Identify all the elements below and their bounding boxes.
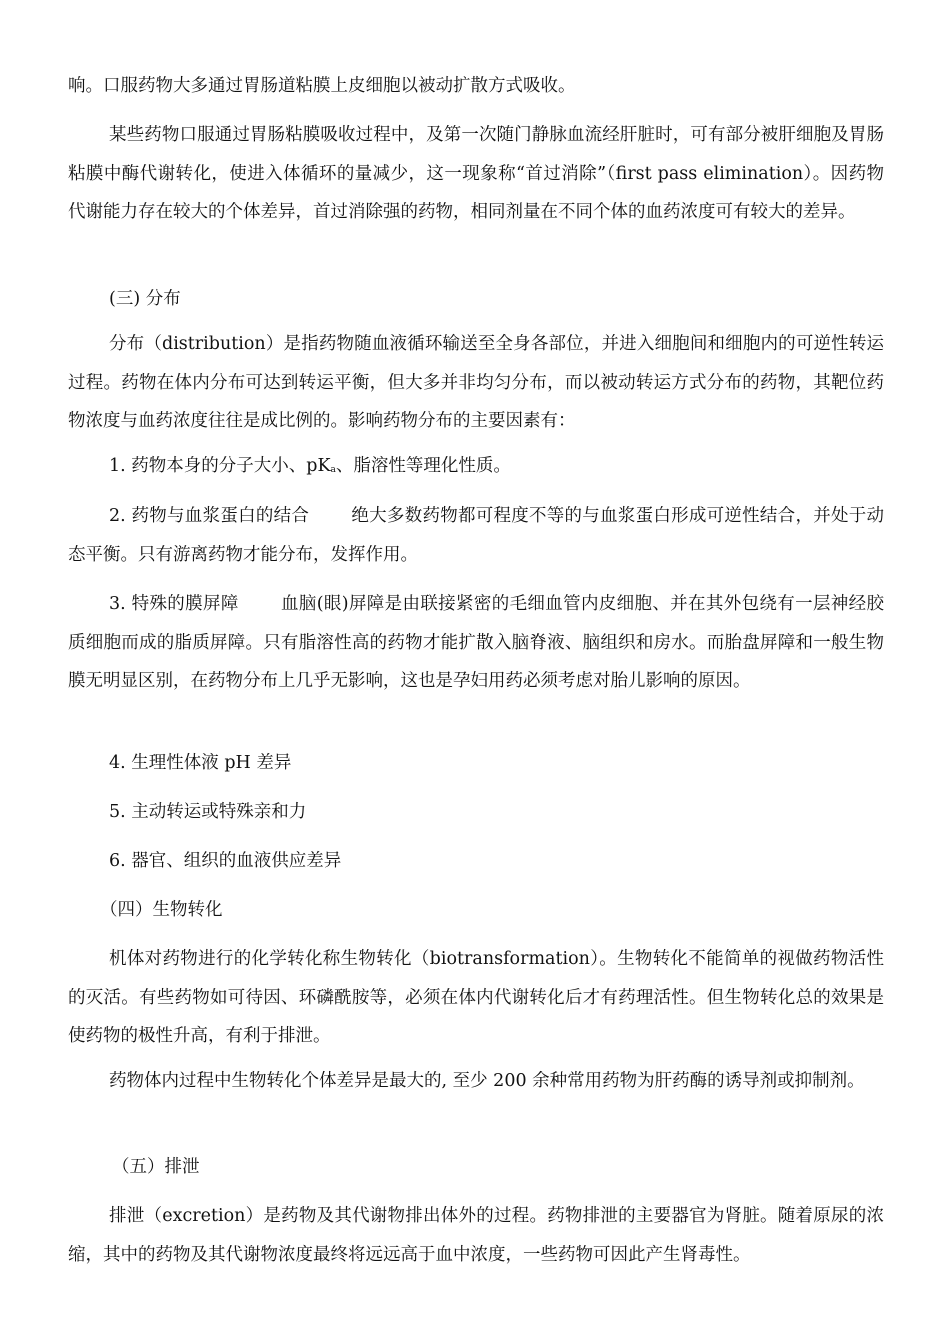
- paragraph-biotransformation: 机体对药物进行的化学转化称生物转化（biotransformation）。生物转化不能简单的视做药物活性的灭活。有些药物如可待因、环磷酰胺等，必须在体内代谢转化后才有药理活性。但生物转化总的效果是使药物的极性升高，有利于排泄。: [68, 949, 884, 1046]
- list-item-1-text: 1. 药物本身的分子大小、pK: [109, 456, 331, 476]
- section-heading-distribution: (三) 分布: [109, 289, 181, 309]
- list-item-3: [68, 585, 884, 701]
- paragraph-first-pass: 某些药物口服通过胃肠粘膜吸收过程中，及第一次随门静脉血流经肝脏时，可有部分被肝细胞及胃肠粘膜中酶代谢转化，使进入体循环的量减少，这一现象称“首过消除”（first pass elimination）。因药物代谢能力存在较大的个体差异，首过消除强的药物，相同剂量在不同个体的血药浓度可有较大的差异。: [68, 125, 884, 222]
- paragraph-individual-difference: 药物体内过程中生物转化个体差异是最大的, 至少 200 余种常用药物为肝药酶的诱导剂或抑制剂。: [109, 1071, 865, 1091]
- paragraph-distribution: 分布（distribution）是指药物随血液循环输送至全身各部位，并进入细胞间和细胞内的可逆性转运过程。药物在体内分布可达到转运平衡，但大多并非均匀分布，而以被动转运方式分布的药物，其靶位药物浓度与血药浓度往往是成比例的。影响药物分布的主要因素有：: [68, 334, 884, 431]
- list-item-5: 5. 主动转运或特殊亲和力: [109, 802, 307, 822]
- list-item-1: [68, 447, 884, 490]
- list-item-3-title: 3. 特殊的膜屏障: [109, 594, 239, 614]
- list-item-6: 6. 器官、组织的血液供应差异: [109, 851, 342, 871]
- list-item-1-text-end: 、脂溶性等理化性质。: [335, 456, 511, 476]
- paragraph-absorption-end: 响。口服药物大多通过胃肠道粘膜上皮细胞以被动扩散方式吸收。: [68, 76, 576, 96]
- list-item-2-title: 2. 药物与血浆蛋白的结合: [109, 506, 310, 526]
- pka-subscript: a: [330, 465, 336, 475]
- list-item-4: 4. 生理性体液 pH 差异: [109, 753, 292, 773]
- paragraph-excretion: 排泄（excretion）是药物及其代谢物排出体外的过程。药物排泄的主要器官为肾脏。随着原尿的浓缩，其中的药物及其代谢物浓度最终将远远高于血中浓度，一些药物可因此产生肾毒性。: [68, 1206, 884, 1265]
- section-heading-excretion: （五）排泄: [112, 1157, 200, 1177]
- list-item-2: [68, 497, 884, 574]
- section-heading-biotransformation: （四）生物转化: [100, 900, 223, 920]
- list-item-2-body: 绝大多数药物都可程度不等的与血浆蛋白形成可逆性结合，并处于动态平衡。只有游离药物才能分布，发挥作用。: [68, 506, 884, 565]
- list-item-3-body: 血脑(眼)屏障是由联接紧密的毛细血管内皮细胞、并在其外包绕有一层神经胶质细胞而成的脂质屏障。只有脂溶性高的药物才能扩散入脑脊液、脑组织和房水。而胎盘屏障和一般生物膜无明显区别，在药物分布上几乎无影响，这也是孕妇用药必须考虑对胎儿影响的原因。: [68, 594, 885, 691]
